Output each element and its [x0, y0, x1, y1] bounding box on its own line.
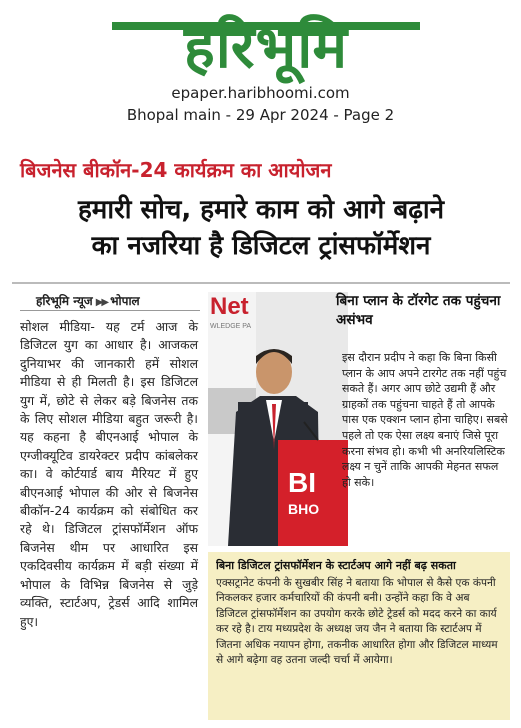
news-clipping: [12, 150, 510, 722]
byline-arrows-icon: ▶▶: [95, 297, 108, 308]
side-body: इस दौरान प्रदीप ने कहा कि बिना किसी प्लान के आप अपने टारगेट तक नहीं पहुंच सकते हैं। अगर आप छोटे उद्यमी हैं और ग्राहकों तक पहुंचना चाहते हैं तो आपके पास एक एक्शन प्लान होना चाहिए। सबसे पहले तो एक ऐसा लक्ष्य बनाएं जिसे पूरा करना संभव हो। कभी भी अनरियलिस्टिक लक्ष्य न चुनें ताकि आपकी मेहनत सफल हो सके।: [342, 351, 508, 489]
headline-line-2: का नजरिया है डिजिटल ट्रांसफॉर्मेशन: [91, 231, 431, 261]
edition-line: Bhopal main - 29 Apr 2024 - Page 2: [126, 106, 395, 124]
haribhoomi-logo: हरिभूमि: [183, 13, 349, 81]
box-body: एक्सट्रानेट कंपनी के सुखबीर सिंह ने बताया कि भोपाल से कैसे एक कंपनी निकलकर हजार कर्मचारियों की कंपनी बनी। उन्होंने कहा कि वे अब डिजिटल ट्रांसफॉर्मेशन का उपयोग करके छोटे ट्रेडर्स को मदद करने का कार्य कर रहे है। टाय मध्यप्रदेश के अध्यक्ष जय जैन ने बताया कि स्टार्टअप में जितना अधिक नयापन होगा, तकनीक आधारित होगा और डिजिटल माध्यम से आगे बढ़ेगा वह उतना जल्दी चर्चा में आयेगा।: [216, 577, 498, 667]
main-headline: [12, 192, 510, 264]
podium-subtext: BHO: [288, 501, 320, 517]
highlight-box: [208, 552, 510, 720]
box-heading: बिना डिजिटल ट्रांसफॉर्मेशन के स्टार्टअप आगे नहीं बढ़ सकता: [216, 559, 456, 572]
speaker-photo: [208, 292, 348, 546]
headline-rule: [12, 282, 510, 284]
podium-logo: BI: [288, 467, 316, 498]
kicker-headline: बिजनेस बीकॉन-24 कार्यक्रम का आयोजन: [20, 158, 332, 182]
epaper-url: epaper.haribhoomi.com: [171, 84, 350, 102]
masthead: [0, 0, 521, 138]
speaker-illustration: [208, 292, 348, 546]
article-body: सोशल मीडिया- यह टर्म आज के डिजिटल युग का आधार है। आजकल दुनियाभर की जानकारी हमें सोशल मीडिया से ही मिलती है। इस डिजिटल युग में, छोटे से लेकर बड़े बिजनेस तक के लिए सोशल मीडिया बहुत जरूरी है। यह कहना है बीएनआई भोपाल के एग्जीक्यूटिव डायरेक्टर प्रदीप कांबलेकर का। वे कोर्टयार्ड बाय मैरियट में हुए बीएनआई भोपाल की ओर से बिजनेस बीकॉन-24 कार्यक्रम को संबोधित कर रहे थे। डिजिटल ट्रांसफॉर्मेशन ऑफ बिजनेस थीम पर आधारित इस एकदिवसीय कार्यक्रम में बड़ी संख्या में भोपाल के विभिन्न बिजनेस से जुड़े व्यक्ति, स्टार्टअप, ट्रेडर्स आदि शामिल हुए।: [20, 319, 198, 629]
backdrop-logo: Net: [210, 293, 249, 320]
headline-line-1: हमारी सोच, हमारे काम को आगे बढ़ाने: [78, 195, 444, 225]
byline: [36, 292, 140, 309]
byline-rule: [20, 310, 200, 311]
backdrop-subtext: WLEDGE PA: [210, 323, 252, 330]
side-heading: बिना प्लान के टॉरगेट तक पहुंचना असंभव: [336, 293, 501, 328]
byline-source: हरिभूमि न्यूज: [36, 294, 93, 308]
byline-place: भोपाल: [110, 294, 140, 308]
